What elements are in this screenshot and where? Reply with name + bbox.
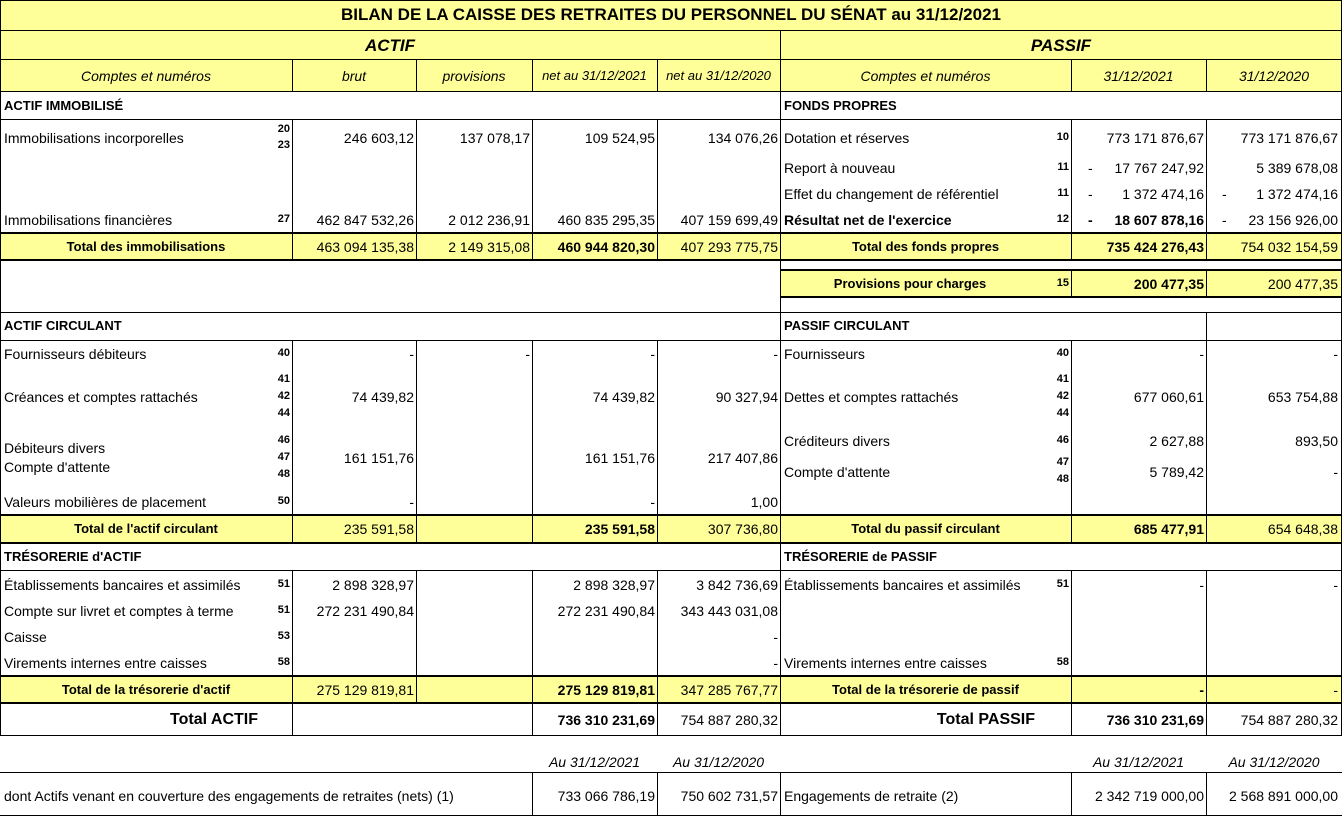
total-actif-label: Total ACTIF (170, 711, 258, 728)
value-brut: 275 129 819,81 (316, 682, 414, 698)
account-code: 27 (277, 213, 290, 225)
account-code: 53 (277, 630, 290, 642)
account-code: 58 (277, 656, 290, 668)
account-code: 42 (1056, 390, 1069, 402)
value-brut: 272 231 490,84 (316, 603, 414, 619)
passif-header: PASSIF (1030, 36, 1092, 55)
account-code: 51 (277, 578, 290, 590)
account-code: 44 (1056, 407, 1069, 419)
value-2021: 17 767 247,92 (1114, 160, 1204, 176)
engagements-retraite-label: Engagements de retraite (2) (784, 788, 959, 804)
minus-sign: - (1088, 160, 1093, 176)
row-label-report: Report à nouveau (784, 160, 896, 176)
row-label-fournisseurs-debiteurs: Fournisseurs débiteurs (4, 346, 147, 362)
value-2020: - (1333, 577, 1338, 593)
value-net-2021: 460 835 295,35 (557, 212, 655, 228)
row-label-dotation: Dotation et réserves (784, 130, 910, 146)
account-code: 51 (277, 604, 290, 616)
minus-sign: - (1088, 212, 1093, 228)
row-label-crediteurs-divers: Créditeurs divers (784, 433, 890, 449)
value-2020: - (1333, 682, 1338, 698)
actifs-couverture-2021: 733 066 786,19 (557, 788, 655, 804)
row-label-compte-livret: Compte sur livret et comptes à terme (4, 603, 234, 619)
value-brut: 2 898 328,97 (332, 577, 414, 593)
value-2021: 773 171 876,67 (1106, 130, 1204, 146)
value-2020: 1 372 474,16 (1256, 186, 1338, 202)
account-code: 47 (1056, 456, 1069, 468)
col-header-brut: brut (341, 68, 367, 84)
row-label-fournisseurs: Fournisseurs (784, 346, 865, 362)
actif-header: ACTIF (364, 36, 416, 55)
value-net-2021: 275 129 819,81 (557, 682, 655, 698)
actifs-couverture-2020: 750 602 731,57 (680, 788, 778, 804)
total-passif-circulant-label: Total du passif circulant (851, 521, 1000, 536)
col-header-passif-2021: 31/12/2021 (1103, 68, 1174, 84)
account-code: 50 (277, 495, 290, 507)
account-code: 40 (277, 347, 290, 359)
total-tresorerie-actif-label: Total de la trésorerie d'actif (61, 682, 231, 697)
value-net-2021: - (650, 494, 655, 510)
value-provisions: 137 078,17 (459, 130, 530, 146)
total-immobilisations-label: Total des immobilisations (66, 239, 226, 254)
value-provisions: 2 149 315,08 (448, 239, 530, 255)
value-net-2020: - (773, 629, 778, 645)
col-header-provisions: provisions (442, 68, 506, 84)
col-header-net-2021: net au 31/12/2021 (542, 68, 647, 83)
section-actif-circulant: ACTIF CIRCULANT (4, 318, 122, 333)
value-net-2020: 3 842 736,69 (696, 577, 778, 593)
row-label-compte-attente: Compte d'attente (4, 459, 111, 475)
engagements-retraite-2020: 2 568 891 000,00 (1229, 788, 1338, 804)
minus-sign: - (1222, 186, 1227, 202)
value-net-2021: 235 591,58 (584, 521, 655, 537)
value-brut: 462 847 532,26 (316, 212, 414, 228)
value-net-2021: 109 524,95 (584, 130, 655, 146)
value-2020: - (1333, 464, 1338, 480)
account-code: 47 (277, 451, 290, 463)
value-2021: 200 477,35 (1133, 276, 1204, 292)
value-provisions: 2 012 236,91 (448, 212, 530, 228)
value-2021: 677 060,61 (1133, 389, 1204, 405)
section-tresorerie-actif: TRÉSORERIE d'ACTIF (4, 549, 142, 564)
value-brut: 246 603,12 (343, 130, 414, 146)
account-code: 23 (277, 139, 290, 151)
value-net-2020: 754 887 280,32 (680, 712, 778, 728)
account-code: 10 (1056, 131, 1069, 143)
account-code: 11 (1057, 187, 1069, 199)
value-2020: 653 754,88 (1267, 389, 1338, 405)
row-label-effet-referentiel: Effet du changement de référentiel (784, 186, 999, 202)
row-label-compte-attente-passif: Compte d'attente (784, 464, 891, 480)
row-label-creances: Créances et comptes rattachés (4, 389, 198, 405)
value-net-2021: 74 439,82 (592, 389, 655, 405)
row-label-vmp: Valeurs mobilières de placement (4, 494, 207, 510)
value-2020: 654 648,38 (1267, 521, 1338, 537)
account-code: 44 (277, 407, 290, 419)
col-header-net-2020: net au 31/12/2020 (666, 68, 771, 83)
value-net-2020: - (773, 346, 778, 362)
total-passif-label: Total PASSIF (936, 711, 1035, 728)
row-label-resultat: Résultat net de l'exercice (784, 212, 952, 228)
account-code: 15 (1056, 277, 1069, 289)
value-net-2020: 407 293 775,75 (680, 239, 778, 255)
account-code: 48 (277, 468, 290, 480)
value-net-2020: 217 407,86 (707, 450, 778, 466)
value-net-2021: 161 151,76 (584, 450, 655, 466)
value-2021: 736 310 231,69 (1106, 712, 1204, 728)
col-header-comptes: Comptes et numéros (81, 68, 211, 84)
value-2021: - (1199, 577, 1204, 593)
total-fonds-propres-label: Total des fonds propres (851, 239, 1000, 254)
engagements-header-2021: Au 31/12/2021 (548, 754, 641, 770)
value-2021: - (1199, 682, 1204, 698)
value-net-2020: 407 159 699,49 (680, 212, 778, 228)
account-code: 12 (1056, 213, 1069, 225)
row-label-immo-incorporelles: Immobilisations incorporelles (4, 130, 184, 146)
value-2020: 773 171 876,67 (1240, 130, 1338, 146)
value-net-2021: 2 898 328,97 (573, 577, 655, 593)
value-brut: 463 094 135,38 (316, 239, 414, 255)
row-label-etablissements-bancaires: Établissements bancaires et assimilés (4, 577, 241, 593)
value-net-2021: 460 944 820,30 (557, 239, 655, 255)
account-code: 11 (1057, 161, 1069, 173)
value-2021: 685 477,91 (1133, 521, 1204, 537)
engagements-header-passif-2020: Au 31/12/2020 (1228, 754, 1320, 770)
value-net-2021: 736 310 231,69 (557, 712, 655, 728)
value-2021: 5 789,42 (1149, 464, 1204, 480)
value-2021: 735 424 276,43 (1106, 239, 1204, 255)
value-net-2020: 90 327,94 (715, 389, 778, 405)
row-label-etablissements-bancaires-passif: Établissements bancaires et assimilés (784, 577, 1021, 593)
engagements-header-passif-2021: Au 31/12/2021 (1092, 754, 1185, 770)
account-code: 48 (1056, 473, 1069, 485)
row-label-debiteurs-divers: Débiteurs divers (4, 440, 106, 456)
value-net-2021: 272 231 490,84 (557, 603, 655, 619)
page-title: BILAN DE LA CAISSE DES RETRAITES DU PERSONNEL DU SÉNAT au 31/12/2021 (341, 5, 1001, 24)
engagements-header-2020: Au 31/12/2020 (672, 754, 765, 770)
value-2021: 1 372 474,16 (1122, 186, 1204, 202)
account-code: 42 (277, 390, 290, 402)
account-code: 41 (1056, 373, 1069, 385)
account-code: 51 (1056, 578, 1069, 590)
value-brut: - (409, 494, 414, 510)
value-net-2020: 307 736,80 (707, 521, 778, 537)
col-header-passif-comptes: Comptes et numéros (860, 68, 991, 84)
value-brut: 235 591,58 (343, 521, 414, 537)
value-net-2020: - (773, 655, 778, 671)
account-code: 46 (277, 434, 290, 446)
value-brut: 161 151,76 (343, 450, 414, 466)
value-2020: 23 156 926,00 (1248, 212, 1338, 228)
section-actif-immobilise: ACTIF IMMOBILISÉ (4, 98, 124, 113)
value-net-2020: 1,00 (750, 494, 778, 510)
value-2020: - (1333, 346, 1338, 362)
row-label-caisse: Caisse (4, 629, 47, 645)
engagements-retraite-2021: 2 342 719 000,00 (1095, 788, 1204, 804)
total-actif-circulant-label: Total de l'actif circulant (74, 521, 218, 536)
value-2020: 5 389 678,08 (1256, 160, 1338, 176)
value-brut: 74 439,82 (351, 389, 414, 405)
value-brut: - (409, 346, 414, 362)
account-code: 58 (1056, 656, 1069, 668)
value-net-2020: 347 285 767,77 (680, 682, 778, 698)
account-code: 20 (277, 123, 290, 135)
account-code: 46 (1056, 434, 1069, 446)
value-provisions: - (525, 346, 530, 362)
provisions-charges-label: Provisions pour charges (833, 276, 987, 291)
minus-sign: - (1222, 212, 1227, 228)
actifs-couverture-label: dont Actifs venant en couverture des engagements de retraites (nets) (1) (4, 788, 454, 804)
value-net-2020: 343 443 031,08 (680, 603, 778, 619)
minus-sign: - (1088, 186, 1093, 202)
value-2020: 754 032 154,59 (1240, 239, 1338, 255)
section-passif-circulant: PASSIF CIRCULANT (784, 318, 910, 333)
value-2020: 754 887 280,32 (1240, 712, 1338, 728)
row-label-immo-financieres: Immobilisations financières (4, 212, 173, 228)
section-fonds-propres: FONDS PROPRES (784, 98, 897, 113)
total-tresorerie-passif-label: Total de la trésorerie de passif (832, 682, 1019, 697)
account-code: 41 (277, 373, 290, 385)
col-header-passif-2020: 31/12/2020 (1238, 68, 1310, 84)
value-2021: - (1199, 346, 1204, 362)
value-2020: 893,50 (1295, 433, 1338, 449)
value-2021: 2 627,88 (1149, 433, 1204, 449)
row-label-virements-internes-passif: Virements internes entre caisses (784, 655, 987, 671)
row-label-virements-internes: Virements internes entre caisses (4, 655, 207, 671)
value-net-2021: - (650, 346, 655, 362)
account-code: 40 (1056, 347, 1069, 359)
section-tresorerie-passif: TRÉSORERIE de PASSIF (784, 549, 937, 564)
value-2020: 200 477,35 (1267, 276, 1338, 292)
row-label-dettes: Dettes et comptes rattachés (784, 389, 959, 405)
value-2021: 18 607 878,16 (1114, 212, 1204, 228)
value-net-2020: 134 076,26 (707, 130, 778, 146)
